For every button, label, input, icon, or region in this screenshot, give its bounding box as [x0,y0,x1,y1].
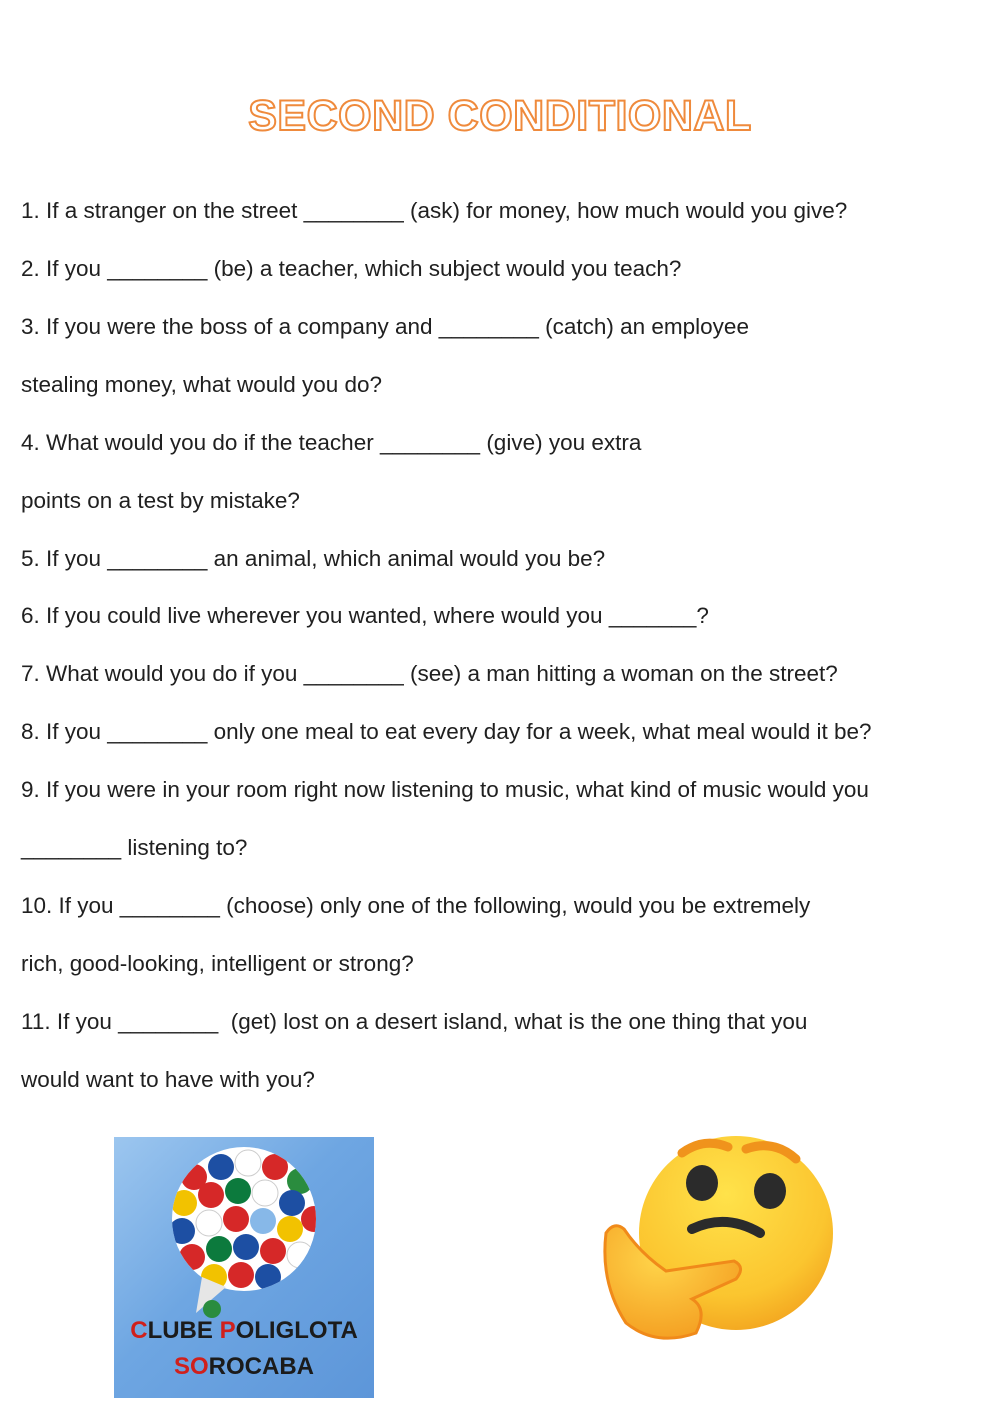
question-line: 5. If you ________ an animal, which animal would you be? [21,546,606,571]
question-line: 10. If you ________ (choose) only one of the following, would you be extremely [21,893,811,918]
question-line: 8. If you ________ only one meal to eat every day for a week, what meal would it be? [21,719,872,744]
question-line: 1. If a stranger on the street ________ (ask) for money, how much would you give? [21,198,848,223]
question-line: points on a test by mistake? [21,488,300,513]
question-line: 3. If you were the boss of a company and ________ (catch) an employee [21,314,749,339]
page-title: SECOND CONDITIONAL [248,92,752,140]
question-line: rich, good-looking, intelligent or strong? [21,951,414,976]
question-line: ________ listening to? [21,835,248,860]
question-line: stealing money, what would you do? [21,372,383,397]
logo-text-line2: SOROCABA [173,1353,314,1380]
question-line: 9. If you were in your room right now listening to music, what kind of music would you [21,777,869,802]
clube-poliglota-logo [114,1137,374,1398]
logo-text-line1: CLUBE POLIGLOTA [130,1317,358,1344]
question-line: 4. What would you do if the teacher ________ (give) you extra [21,430,642,455]
thinking-face-icon [596,1133,866,1349]
question-line: 2. If you ________ (be) a teacher, which subject would you teach? [21,256,682,281]
question-line: 6. If you could live wherever you wanted, where would you _______? [21,603,709,628]
question-line: would want to have with you? [21,1067,315,1092]
question-line: 7. What would you do if you ________ (see) a man hitting a woman on the street? [21,661,838,686]
question-line: 11. If you ________ (get) lost on a desert island, what is the one thing that you [21,1009,808,1034]
